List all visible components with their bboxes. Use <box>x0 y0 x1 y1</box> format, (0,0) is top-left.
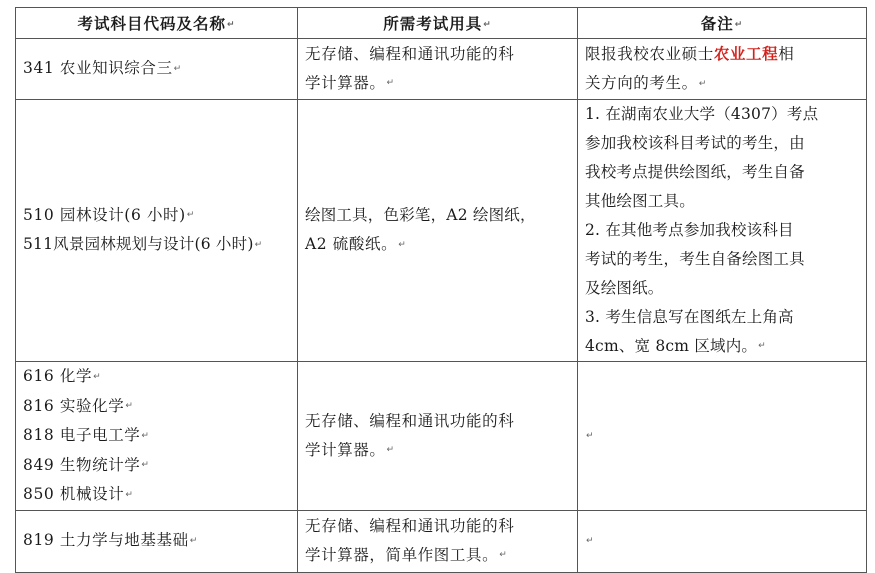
remarks-line <box>585 421 866 451</box>
remarks-line: 参加我校该科目考试的考生，由 <box>585 133 805 152</box>
tools-line: 无存储、编程和通讯功能的科 <box>305 516 515 535</box>
remarks-line: 考试的考生，考生自备绘图工具 <box>585 249 805 268</box>
header-row <box>16 8 867 39</box>
paragraph-mark-icon: ↵ <box>226 19 236 30</box>
remarks-line: 1. 在湖南农业大学（4307）考点 <box>585 104 819 123</box>
paragraph-mark-icon: ↵ <box>734 19 744 30</box>
remarks-line: 4cm、宽 8cm 区域内。↵ <box>585 332 866 362</box>
subject-line: 819 土力学与地基基础↵ <box>23 526 297 556</box>
remarks-line: 2. 在其他考点参加我校该科目 <box>585 220 794 239</box>
tools-cell <box>298 510 578 572</box>
paragraph-mark-icon: ↵ <box>189 535 198 546</box>
remarks-line <box>585 526 866 556</box>
paragraph-mark-icon: ↵ <box>186 210 195 221</box>
paragraph-mark-icon: ↵ <box>483 19 492 30</box>
paragraph-mark-icon: ↵ <box>698 78 707 89</box>
tools-cell <box>298 39 578 100</box>
subject-line: 341 农业知识综合三↵ <box>23 54 297 84</box>
paragraph-mark-icon: ↵ <box>173 63 182 74</box>
tools-line: 学计算器，简单作图工具。↵ <box>305 541 577 571</box>
subject-line: 616 化学↵ <box>23 362 297 392</box>
paragraph-mark-icon: ↵ <box>141 430 150 441</box>
paragraph-mark-icon: ↵ <box>586 535 595 546</box>
header-subject <box>16 8 298 39</box>
tools-line: 无存储、编程和通讯功能的科 <box>305 44 515 63</box>
tools-cell <box>298 99 578 362</box>
header-subject-text: 考试科目代码及名称 <box>77 15 226 33</box>
table-row <box>16 510 867 572</box>
tools-cell <box>298 362 578 511</box>
header-remarks-text: 备注 <box>700 15 734 33</box>
tools-line: A2 硫酸纸。↵ <box>305 230 577 260</box>
header-tools-text: 所需考试用具 <box>383 15 483 33</box>
paragraph-mark-icon: ↵ <box>386 78 395 88</box>
subject-cell <box>16 39 298 100</box>
subject-line: 818 电子电工学↵ <box>23 421 297 451</box>
paragraph-mark-icon: ↵ <box>141 460 150 470</box>
subject-line: 511风景园林规划与设计(6 小时)↵ <box>23 230 297 260</box>
remarks-line: 及绘图纸。 <box>585 278 664 297</box>
tools-line: 绘图工具，色彩笔，A2 绘图纸， <box>305 206 536 224</box>
paragraph-mark-icon: ↵ <box>93 371 102 382</box>
table-row <box>16 99 867 362</box>
paragraph-mark-icon: ↵ <box>125 489 134 500</box>
remarks-line: 我校考点提供绘图纸，考生自备 <box>585 162 805 181</box>
paragraph-mark-icon: ↵ <box>398 239 407 250</box>
remarks-line: 3. 考生信息写在图纸左上角高 <box>585 307 794 326</box>
paragraph-mark-icon: ↵ <box>586 430 595 441</box>
header-tools <box>298 8 578 39</box>
remarks-cell <box>578 362 867 511</box>
paragraph-mark-icon: ↵ <box>758 341 766 351</box>
subject-line: 850 机械设计↵ <box>23 480 297 510</box>
header-remarks <box>578 8 867 39</box>
paragraph-mark-icon: ↵ <box>254 239 263 250</box>
subject-cell <box>16 99 298 362</box>
tools-line: 无存储、编程和通讯功能的科 <box>305 411 515 430</box>
remarks-cell <box>578 99 867 362</box>
table-row <box>16 362 867 511</box>
subject-line: 510 园林设计(6 小时)↵ <box>23 201 297 231</box>
tools-line: 学计算器。↵ <box>305 69 577 99</box>
remarks-cell <box>578 510 867 572</box>
subject-line: 816 实验化学↵ <box>23 392 297 422</box>
tools-line: 学计算器。↵ <box>305 436 577 466</box>
subject-line: 849 生物统计学↵ <box>23 451 297 481</box>
remarks-line: 关方向的考生。↵ <box>585 69 866 99</box>
remarks-line: 其他绘图工具。 <box>585 191 695 210</box>
paragraph-mark-icon: ↵ <box>125 401 134 411</box>
paragraph-mark-icon: ↵ <box>386 445 395 455</box>
table-row <box>16 39 867 100</box>
subject-cell <box>16 510 298 572</box>
highlighted-major: 农业工程 <box>713 44 779 63</box>
remarks-cell <box>578 39 867 100</box>
remarks-line: 限报我校农业硕士农业工程相 <box>585 44 795 63</box>
paragraph-mark-icon: ↵ <box>499 550 508 561</box>
exam-tools-table <box>15 7 867 573</box>
subject-cell <box>16 362 298 511</box>
